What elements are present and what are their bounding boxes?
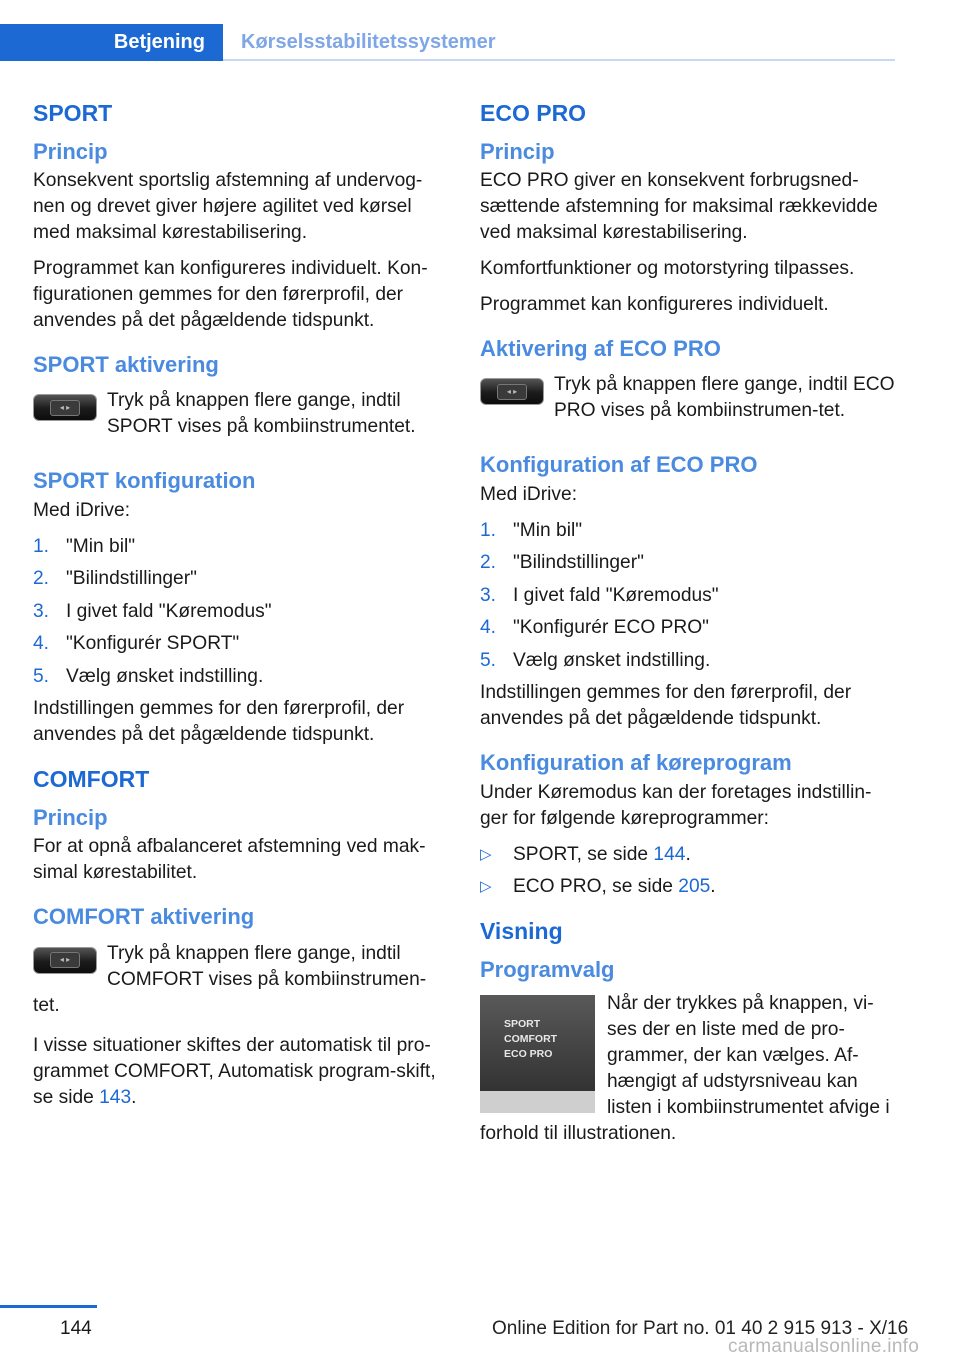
sport-princip-text-2: Programmet kan konfigureres individuelt. Kon-figurationen gemmes for den førerprofil, der anvendes på det pågældende tidspunkt.: [33, 257, 428, 331]
list-item: 4. "Konfigurér SPORT": [33, 633, 240, 655]
program-selection-text: Når der trykkes på knappen, vi-ses der en liste med de pro-grammer, der kan vælges. Af-hængigt af udstyrsniveau kan listen i kombiinstrumentet afvige i forhold til illustrationen.: [480, 993, 890, 1145]
program-selection-heading: Programvalg: [480, 956, 615, 982]
sport-config-steps: [33, 534, 449, 690]
eco-config-heading: Konfiguration af ECO PRO: [480, 452, 758, 478]
comfort-princip-text: For at opnå afbalanceret afstemning ved mak-simal kørestabilitet.: [33, 836, 426, 884]
sport-config-intro: Med iDrive:: [33, 499, 131, 521]
eco-activation-heading: Aktivering af ECO PRO: [480, 335, 721, 361]
eco-princip-text-1: ECO PRO giver en konsekvent forbrugsned-sættende afstemning for maksimal rækkevidde ved maksimal kørestabilisering.: [480, 169, 878, 243]
comfort-activation-heading: COMFORT aktivering: [33, 904, 255, 930]
eco-config-intro: Med iDrive:: [480, 483, 578, 505]
program-list: [480, 842, 896, 901]
edition-text: Online Edition for Part no. 01 40 2 915 913 - X/16: [492, 1318, 909, 1339]
screen-line-eco-pro: ECO PRO: [504, 1048, 553, 1061]
watermark: carmanualsonline.info: [728, 1336, 920, 1357]
header-rule: [223, 59, 895, 61]
footer-rule: [0, 1305, 97, 1308]
program-selection-block: [480, 991, 896, 1147]
sport-config-heading: SPORT konfiguration: [33, 468, 256, 494]
sport-activation-heading: SPORT aktivering: [33, 351, 219, 377]
left-column: [33, 100, 449, 1121]
sport-heading: SPORT: [33, 100, 113, 126]
eco-pro-heading: ECO PRO: [480, 100, 587, 126]
list-item: 5. Vælg ønsket indstilling.: [33, 665, 264, 687]
eco-princip-heading: Princip: [480, 138, 555, 164]
list-item: ▷ SPORT, se side 144.: [480, 842, 896, 868]
chapter-tab-active[interactable]: Betjening: [0, 24, 223, 61]
list-item: 3. I givet fald "Køremodus": [33, 600, 272, 622]
right-column: [480, 100, 896, 1147]
screen-bottom-bar: [480, 1091, 595, 1113]
page-number: 144: [60, 1318, 92, 1339]
page-link-143[interactable]: 143: [99, 1086, 132, 1108]
list-item: 5. Vælg ønsket indstilling.: [480, 649, 711, 671]
driving-mode-button-icon: ◂ ▸: [480, 378, 544, 405]
list-item: 2. "Bilindstillinger": [480, 552, 644, 574]
list-item: 4. "Konfigurér ECO PRO": [480, 617, 709, 639]
eco-config-after: Indstillingen gemmes for den førerprofil, der anvendes på det pågældende tidspunkt.: [480, 682, 852, 730]
sport-activation-block: [33, 388, 449, 440]
list-item: 1. "Min bil": [33, 535, 136, 557]
screen-line-sport: SPORT: [504, 1018, 541, 1031]
page-link-205[interactable]: 205: [678, 876, 711, 898]
program-config-heading: Konfiguration af køreprogram: [480, 750, 792, 776]
section-tab[interactable]: Kørselsstabilitetssystemer: [241, 31, 496, 53]
eco-princip-text-3: Programmet kan konfigureres individuelt.: [480, 293, 829, 315]
eco-princip-text-2: Komfortfunktioner og motorstyring tilpasses.: [480, 257, 855, 279]
list-item: 1. "Min bil": [480, 519, 583, 541]
comfort-activation-block: [33, 941, 449, 1019]
triangle-bullet-icon: ▷: [480, 878, 492, 896]
comfort-activation-text: Tryk på knappen flere gange, indtil COMFORT vises på kombiinstrumen-tet.: [33, 942, 427, 1016]
eco-activation-block: [480, 372, 896, 424]
list-item: 2. "Bilindstillinger": [33, 568, 197, 590]
display-heading: Visning: [480, 918, 563, 945]
page-header: [0, 0, 895, 62]
comfort-auto-text: I visse situationer skiftes der automatisk til pro-grammet COMFORT, Automatisk program-skift, se side 143.: [33, 1034, 436, 1108]
eco-activation-text: Tryk på knappen flere gange, indtil ECO PRO vises på kombiinstrumen-tet.: [554, 374, 895, 422]
comfort-heading: COMFORT: [33, 766, 150, 793]
eco-config-steps: [480, 518, 896, 674]
list-item: ▷ ECO PRO, se side 205.: [480, 874, 896, 900]
sport-princip-heading: Princip: [33, 138, 108, 164]
screen-line-comfort: COMFORT: [504, 1033, 558, 1046]
sport-config-after: Indstillingen gemmes for den førerprofil, der anvendes på det pågældende tidspunkt.: [33, 698, 405, 746]
list-item: 3. I givet fald "Køremodus": [480, 584, 719, 606]
page-link-144[interactable]: 144: [653, 843, 686, 865]
comfort-princip-heading: Princip: [33, 804, 108, 830]
driving-mode-button-icon: ◂ ▸: [33, 947, 97, 974]
sport-princip-text-1: Konsekvent sportslig afstemning af undervog-nen og drevet giver højere agilitet ved kørsel med maksimal kørestabilisering.: [33, 169, 423, 243]
driving-mode-button-icon: ◂ ▸: [33, 394, 97, 421]
instrument-cluster-illustration: [480, 995, 595, 1113]
program-config-intro: Under Køremodus kan der foretages indstillin-ger for følgende køreprogrammer:: [480, 781, 872, 829]
sport-activation-text: Tryk på knappen flere gange, indtil SPORT vises på kombiinstrumentet.: [107, 390, 416, 438]
triangle-bullet-icon: ▷: [480, 845, 492, 863]
